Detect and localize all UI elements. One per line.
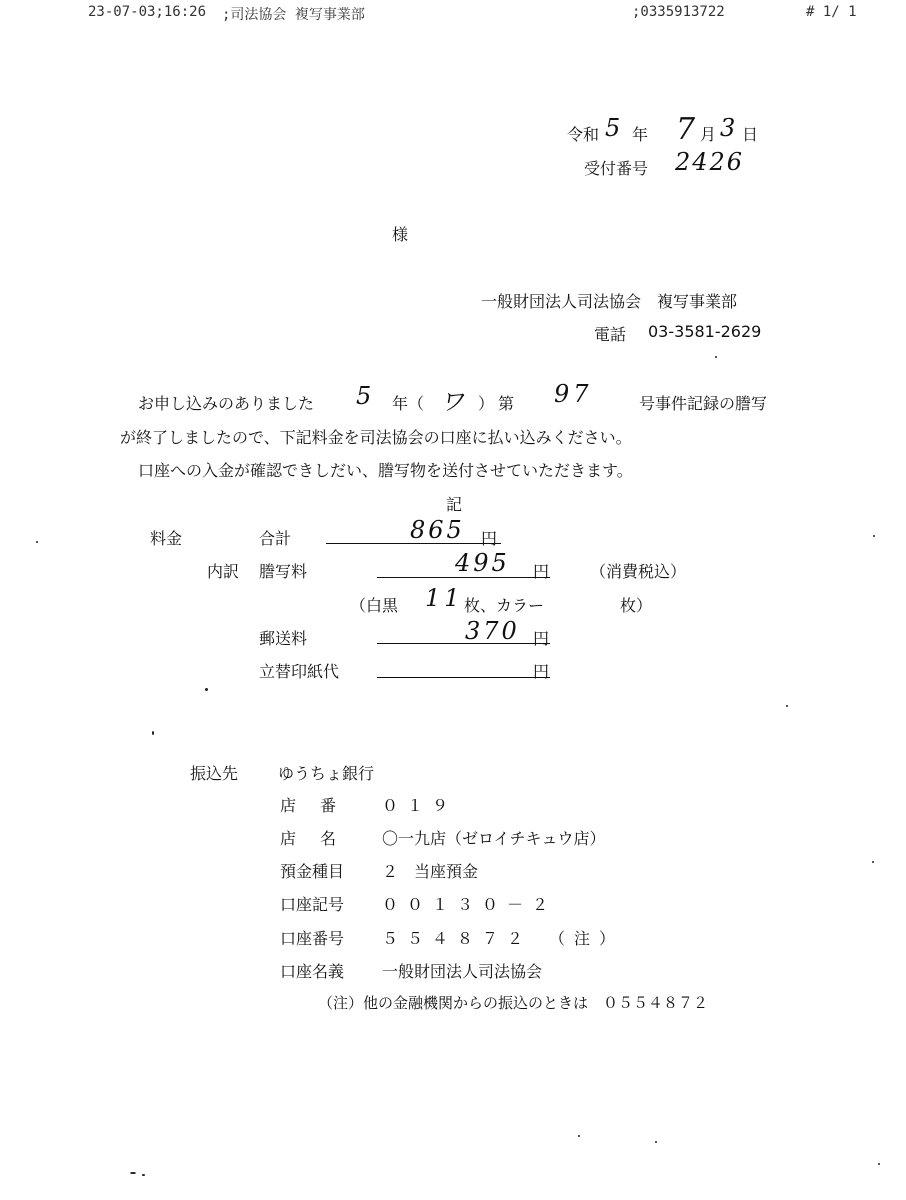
bank-label: 振込先 <box>190 764 239 783</box>
ki-heading: 記 <box>446 495 463 514</box>
sheets-mono: 11 <box>425 584 464 612</box>
receipt-label: 受付番号 <box>584 159 649 178</box>
account-symbol-label: 口座記号 <box>280 895 345 914</box>
copy-fee-yen: 円 <box>533 562 550 581</box>
mono-close: 枚、カラー <box>464 596 545 615</box>
account-symbol-value: ００１３０－２ <box>382 895 558 914</box>
color-close: 枚） <box>620 596 653 615</box>
body-line3: 口座への入金が確認できしだい、謄写物を送付させていただきます。 <box>138 461 633 480</box>
body-line1-prefix: お申し込みのありました <box>138 394 315 413</box>
date-year-label: 年 <box>632 125 649 144</box>
tax-note: （消費税込） <box>590 562 687 581</box>
postage-label: 郵送料 <box>259 629 308 648</box>
case-type: ワ <box>440 388 464 416</box>
account-type-value: ２ 当座預金 <box>382 862 479 881</box>
mono-open: （白黒 <box>350 596 399 615</box>
copy-fee-value: 495 <box>455 549 510 577</box>
fax-page: # 1/ 1 <box>806 4 857 20</box>
case-dai: 第 <box>498 394 515 413</box>
fax-sender: ;司法協会 複写事業部 <box>222 7 365 23</box>
date-era: 令和 <box>567 125 600 144</box>
date-day: 3 <box>720 114 736 142</box>
breakdown-label: 内訳 <box>207 562 240 581</box>
ryokin-label: 料金 <box>150 529 183 548</box>
account-holder-value: 一般財団法人司法協会 <box>382 962 543 981</box>
date-day-label: 日 <box>742 125 759 144</box>
case-year: 5 <box>356 382 372 410</box>
case-close-paren: ） <box>478 394 495 413</box>
branch-name-label: 店 名 <box>280 829 341 848</box>
branch-name-value: 〇一九店（ゼロイチキュウ店） <box>382 829 606 848</box>
sender-org: 一般財団法人司法協会 複写事業部 <box>481 292 738 311</box>
transfer-note: （注）他の金融機関からの振込のときは ０５５４８７２ <box>318 994 709 1012</box>
total-value: 865 <box>410 516 465 544</box>
copy-fee-label: 謄写料 <box>259 562 308 581</box>
account-type-label: 預金種目 <box>280 862 345 881</box>
fax-datetime: 23-07-03;16:26 <box>88 4 207 20</box>
phone-label: 電話 <box>594 325 627 344</box>
account-holder-label: 口座名義 <box>280 962 345 981</box>
bank-name: ゆうちょ銀行 <box>278 764 375 783</box>
case-number: 97 <box>554 380 593 408</box>
postage-value: 370 <box>465 617 520 645</box>
stamp-label: 立替印紙代 <box>259 662 340 681</box>
stamp-yen: 円 <box>533 662 550 681</box>
addressee-suffix: 様 <box>392 225 409 244</box>
body-line2: が終了しましたので、下記料金を司法協会の口座に払い込みください。 <box>120 428 632 447</box>
date-month-label: 月 <box>700 125 717 144</box>
case-year-label: 年（ <box>392 394 425 413</box>
account-number-value: ５５４８７２ （注） <box>382 929 625 948</box>
branch-no-label: 店 番 <box>280 796 341 815</box>
total-yen: 円 <box>481 529 498 548</box>
account-number-label: 口座番号 <box>280 929 345 948</box>
total-label: 合計 <box>259 529 292 548</box>
date-month: 7 <box>676 112 696 147</box>
phone-number: 03-3581-2629 <box>648 322 762 341</box>
body-line1-suffix: 号事件記録の謄写 <box>639 394 768 413</box>
date-year: 5 <box>605 114 621 142</box>
branch-no-value: ０１９ <box>382 796 458 815</box>
postage-yen: 円 <box>533 629 550 648</box>
fax-number: ;0335913722 <box>632 4 725 20</box>
receipt-number: 2426 <box>675 148 745 176</box>
